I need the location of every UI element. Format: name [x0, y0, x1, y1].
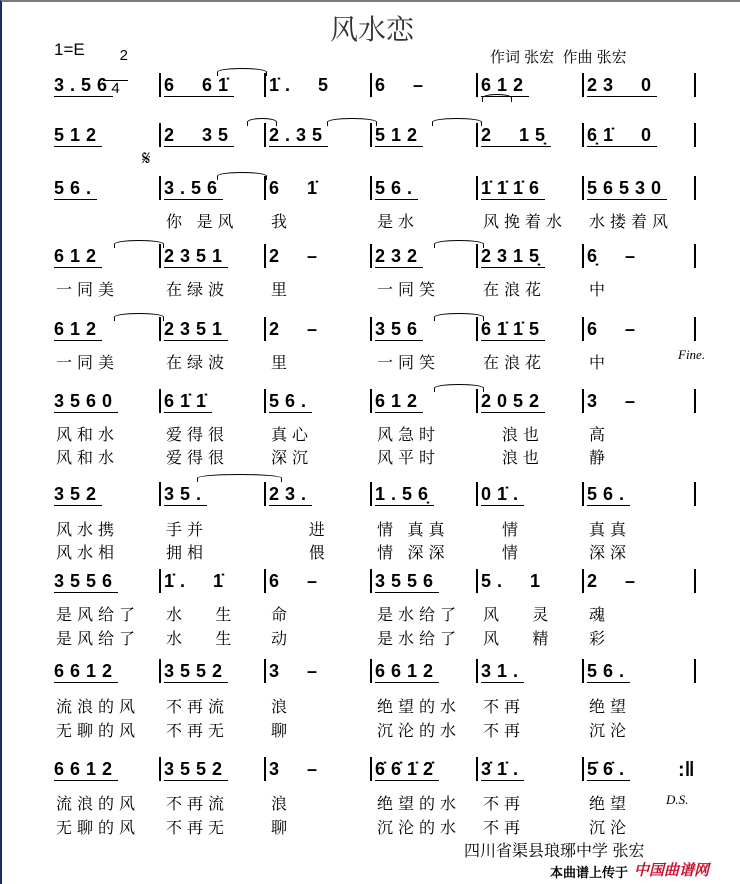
barline — [582, 569, 584, 593]
lyric-text: 爱得很 — [166, 427, 230, 444]
barline — [264, 482, 266, 506]
barline — [476, 176, 478, 200]
barline — [159, 569, 161, 593]
barline — [582, 123, 584, 147]
measure-notes: 5̇6̇. — [587, 759, 631, 779]
lyric-text: 沉沦 — [589, 820, 632, 837]
credits: 作词 张宏 作曲 张宏 — [490, 49, 627, 66]
tie-slur — [114, 313, 164, 321]
measure-notes: 3552 — [164, 661, 229, 681]
lyric-text: 真真 — [589, 522, 632, 539]
upload-note: 本曲谱上传于 — [550, 865, 629, 880]
barline — [370, 569, 372, 593]
tie-slur — [482, 94, 512, 102]
lyric-text: 是水给了 — [377, 607, 462, 624]
barline — [370, 482, 372, 506]
barline — [582, 389, 584, 413]
lyric-text: 沉沦的水 — [377, 723, 462, 740]
measure-notes: 3556 — [54, 571, 119, 591]
measure-notes: 3.56 — [164, 178, 224, 198]
measure-notes: 2 – — [269, 246, 324, 266]
measure-notes: 56. — [587, 661, 631, 681]
ds-mark: D.S. — [666, 792, 689, 807]
measure-notes: 1̇. 5 — [269, 75, 335, 95]
measure-notes: 2315̣ — [481, 246, 546, 266]
barline — [159, 123, 161, 147]
tie-slur — [217, 68, 267, 76]
barline — [476, 123, 478, 147]
tie-slur — [247, 118, 277, 126]
measure-notes: 2.35 — [269, 125, 329, 145]
measure-notes: 232 — [375, 246, 424, 266]
barline — [582, 317, 584, 341]
barline — [582, 73, 584, 97]
barline — [264, 73, 266, 97]
measure-notes: 31. — [481, 661, 525, 681]
lyric-text: 绝望 — [589, 796, 632, 813]
barline — [370, 659, 372, 683]
lyric-text: 流浪的风 — [56, 699, 141, 716]
measure-notes: 6612 — [54, 759, 119, 779]
barline — [694, 123, 696, 147]
barline — [264, 659, 266, 683]
measure-notes: 3552 — [164, 759, 229, 779]
lyric-text: 一同美 — [56, 282, 120, 299]
barline — [476, 482, 478, 506]
measure-notes: 1̇. 1̇ — [164, 571, 230, 591]
barline — [370, 123, 372, 147]
barline — [159, 389, 161, 413]
tie-slur — [434, 240, 484, 248]
lyric-text: 一同笑 — [377, 355, 441, 372]
lyric-text: 偎 — [271, 545, 330, 562]
segno-mark: 𝄋 — [142, 148, 151, 170]
measure-notes: 56. — [269, 391, 313, 411]
lyric-text: 动 — [271, 631, 293, 648]
measure-notes: 3 – — [269, 759, 324, 779]
lyric-text: 是水给了 — [377, 631, 462, 648]
measure-notes: 56. — [375, 178, 419, 198]
measure-notes: 3 – — [269, 661, 324, 681]
measure-notes: 612 — [481, 75, 530, 95]
barline — [694, 73, 696, 97]
lyric-text: 沉沦 — [589, 723, 632, 740]
lyric-text: 在绿波 — [166, 355, 230, 372]
barline — [476, 569, 478, 593]
measure-notes: 612 — [375, 391, 424, 411]
measure-notes: 6612 — [375, 661, 440, 681]
barline — [264, 757, 266, 781]
lyric-text: 无聊的风 — [56, 723, 141, 740]
tie-slur — [434, 384, 484, 392]
lyric-text: 是水 — [377, 214, 420, 231]
measure-notes: 61̇1̇5 — [481, 319, 546, 339]
lyric-text: 无聊的风 — [56, 820, 141, 837]
lyric-text: 拥相 — [166, 545, 209, 562]
measure-notes: 2 – — [587, 571, 642, 591]
measure-notes: 2052 — [481, 391, 546, 411]
barline — [582, 176, 584, 200]
tie-slur — [217, 172, 267, 180]
lyric-text: 不再 — [483, 820, 526, 837]
lyric-text: 流浪的风 — [56, 796, 141, 813]
barline — [159, 757, 161, 781]
time-numerator: 2 — [119, 47, 129, 64]
lyric-text: 是风给了 — [56, 631, 141, 648]
lyric-text: 浪 — [271, 699, 293, 716]
lyric-text: 真心 — [271, 427, 314, 444]
lyric-text: 里 — [271, 282, 293, 299]
lyric-text: 沉沦的水 — [377, 820, 462, 837]
barline — [694, 482, 696, 506]
lyric-text: 聊 — [271, 820, 293, 837]
lyric-text: 在浪花 — [483, 355, 547, 372]
measure-notes: 3556 — [375, 571, 440, 591]
measure-notes: 2 15̣ — [481, 125, 552, 145]
measure-notes: 6̣1̇ 0 — [587, 125, 658, 145]
measure-notes: 6̣ – — [587, 246, 642, 266]
site-logo: 中国曲谱网 — [634, 862, 710, 879]
barline — [694, 244, 696, 268]
measure-notes: 35. — [164, 484, 208, 504]
lyric-text: 水 生 — [166, 631, 237, 648]
measure-notes: 612 — [54, 246, 103, 266]
barline — [264, 317, 266, 341]
lyric-text: 风急时 — [377, 427, 441, 444]
lyric-text: 一同美 — [56, 355, 120, 372]
lyric-text: 中 — [589, 355, 611, 372]
song-title: 风水恋 — [329, 13, 414, 46]
measure-notes: 6 1̇ — [269, 178, 324, 198]
lyric-text: 不再 — [483, 699, 526, 716]
barline — [159, 659, 161, 683]
lyric-text: 风水相 — [56, 545, 120, 562]
measure-notes: 1̇1̇1̇6 — [481, 178, 546, 198]
lyric-text: 风平时 — [377, 450, 441, 467]
lyric-text: 聊 — [271, 723, 293, 740]
barline — [370, 757, 372, 781]
barline — [370, 73, 372, 97]
barline — [582, 757, 584, 781]
measure-notes: 356 — [375, 319, 424, 339]
lyric-text: 情 深深 — [377, 545, 450, 562]
measure-notes: 6 – — [375, 75, 430, 95]
lyric-text: 风 精 — [483, 631, 554, 648]
measure-notes: 2 – — [269, 319, 324, 339]
measure-notes: 6 – — [587, 319, 642, 339]
lyric-text: 你 是风 — [166, 214, 239, 231]
lyric-text: 彩 — [589, 631, 611, 648]
measure-notes: 3 – — [587, 391, 642, 411]
measure-notes: 512 — [375, 125, 424, 145]
lyric-text: 绝望的水 — [377, 699, 462, 716]
lyric-text: 命 — [271, 607, 293, 624]
lyric-text: 静 — [589, 450, 611, 467]
measure-notes: 512 — [54, 125, 103, 145]
measure-notes: 6̇6̇1̇2̇ — [375, 759, 440, 779]
lyric-text: 不再流 — [166, 699, 230, 716]
lyric-text: 情 — [483, 545, 523, 562]
lyric-text: 是风给了 — [56, 607, 141, 624]
barline — [694, 176, 696, 200]
repeat-end-barline: :‖ — [678, 759, 695, 781]
tie-slur — [432, 118, 482, 126]
lyric-text: 情 真真 — [377, 522, 450, 539]
lyric-text: 浪也 — [483, 450, 544, 467]
fine-mark: Fine. — [678, 347, 706, 362]
barline — [694, 659, 696, 683]
measure-notes: 2 35 — [164, 125, 235, 145]
lyric-text: 风水携 — [56, 522, 120, 539]
measure-notes: 2351 — [164, 246, 229, 266]
lyric-text: 深深 — [589, 545, 632, 562]
barline — [370, 317, 372, 341]
measure-notes: 23. — [269, 484, 313, 504]
lyric-text: 绝望的水 — [377, 796, 462, 813]
barline — [476, 757, 478, 781]
measure-notes: 1.56̣ — [375, 484, 435, 504]
barline — [476, 73, 478, 97]
measure-notes: 5. 1 — [481, 571, 547, 591]
measure-notes: 01̇. — [481, 484, 525, 504]
lyric-text: 风和水 — [56, 450, 120, 467]
measure-notes: 3̇1̇. — [481, 759, 525, 779]
lyric-text: 深沉 — [271, 450, 314, 467]
measure-notes: 3560 — [54, 391, 119, 411]
barline — [370, 244, 372, 268]
lyric-text: 在绿波 — [166, 282, 230, 299]
tie-slur — [434, 313, 484, 321]
lyric-text: 一同笑 — [377, 282, 441, 299]
barline — [582, 659, 584, 683]
lyric-text: 风和水 — [56, 427, 120, 444]
barline — [264, 244, 266, 268]
measure-notes: 56530 — [587, 178, 668, 198]
lyric-text: 在浪花 — [483, 282, 547, 299]
barline — [370, 176, 372, 200]
barline — [159, 482, 161, 506]
lyric-text: 进 — [271, 522, 330, 539]
lyric-text: 不再无 — [166, 723, 230, 740]
measure-notes: 352 — [54, 484, 103, 504]
key-signature: 1=E — [54, 40, 85, 59]
measure-notes: 612 — [54, 319, 103, 339]
author-school: 四川省渠县琅琊中学 张宏 — [464, 843, 645, 860]
lyric-text: 我 — [271, 214, 293, 231]
lyric-text: 风 灵 — [483, 607, 554, 624]
lyric-text: 爱得很 — [166, 450, 230, 467]
measure-notes: 2351 — [164, 319, 229, 339]
lyric-text: 不再流 — [166, 796, 230, 813]
barline — [694, 569, 696, 593]
lyric-text: 水 生 — [166, 607, 237, 624]
measure-notes: 6 61̇ — [164, 75, 235, 95]
lyric-text: 高 — [589, 427, 611, 444]
barline — [694, 389, 696, 413]
tie-slur — [197, 474, 282, 482]
lyric-text: 浪 — [271, 796, 293, 813]
lyric-text: 手并 — [166, 522, 209, 539]
barline — [694, 317, 696, 341]
measure-notes: 56. — [587, 484, 631, 504]
lyric-text: 魂 — [589, 607, 611, 624]
lyric-text: 浪也 — [483, 427, 544, 444]
barline — [476, 389, 478, 413]
lyric-text: 风挽着水 — [483, 214, 568, 231]
barline — [476, 659, 478, 683]
barline — [159, 73, 161, 97]
barline — [264, 389, 266, 413]
barline — [370, 389, 372, 413]
tie-slur — [114, 240, 164, 248]
lyric-text: 不再 — [483, 796, 526, 813]
lyric-text: 里 — [271, 355, 293, 372]
barline — [264, 569, 266, 593]
lyric-text: 不再 — [483, 723, 526, 740]
measure-notes: 61̇1̇ — [164, 391, 213, 411]
lyric-text: 不再无 — [166, 820, 230, 837]
lyric-text: 情 — [483, 522, 523, 539]
lyric-text: 绝望 — [589, 699, 632, 716]
barline — [159, 176, 161, 200]
measure-notes: 3.56 — [54, 75, 114, 95]
time-denominator: 4 — [103, 80, 128, 97]
measure-notes: 6 – — [269, 571, 324, 591]
lyric-text: 水搂着风 — [589, 214, 674, 231]
measure-notes: 23 0 — [587, 75, 658, 95]
measure-notes: 6612 — [54, 661, 119, 681]
barline — [582, 244, 584, 268]
tie-slur — [327, 118, 377, 126]
measure-notes: 56. — [54, 178, 98, 198]
barline — [582, 482, 584, 506]
lyric-text: 中 — [589, 282, 611, 299]
barline — [264, 123, 266, 147]
